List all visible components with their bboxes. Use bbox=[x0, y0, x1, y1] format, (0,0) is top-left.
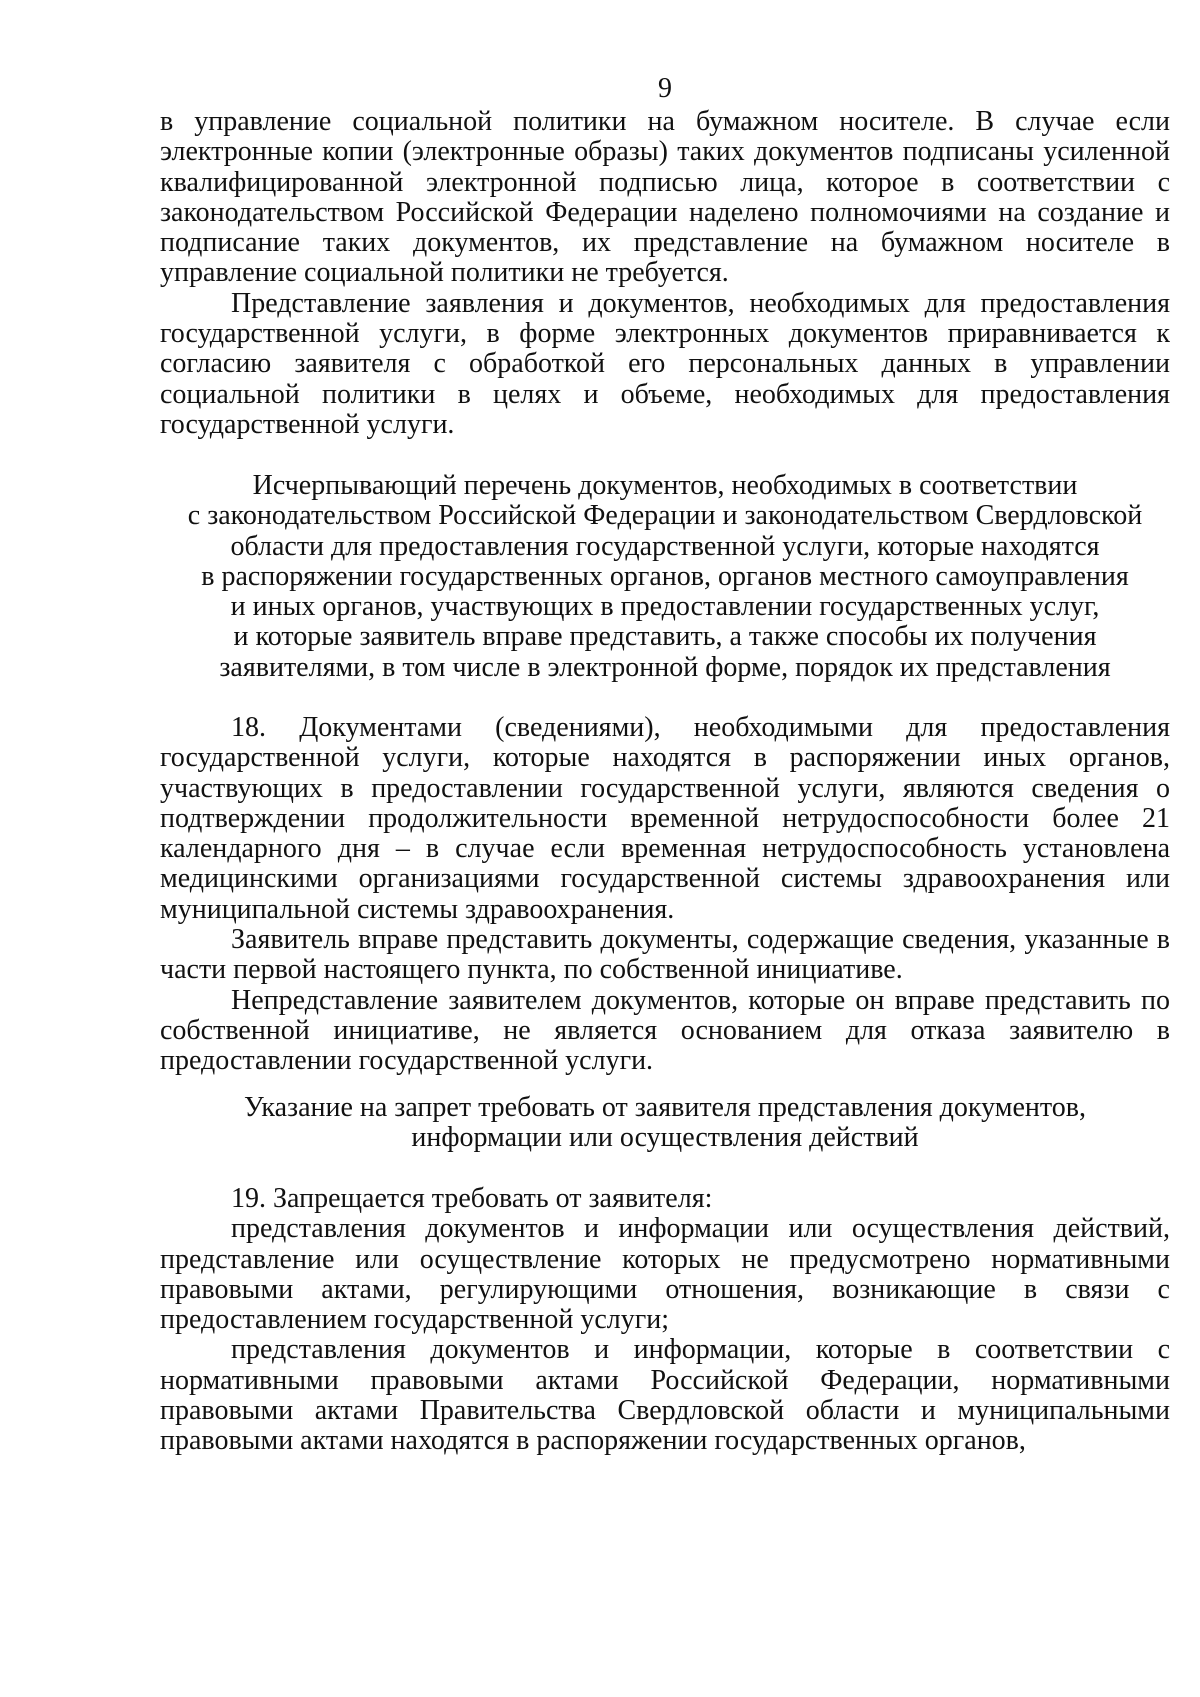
heading-line: области для предоставления государственной услуги, которые находятся bbox=[230, 530, 1100, 562]
section-heading-prohibition bbox=[160, 1093, 1170, 1154]
section-heading-documents-list bbox=[160, 471, 1170, 683]
heading-line: с законодательством Российской Федерации и законодательством Свердловской bbox=[187, 500, 1143, 532]
paragraph-applicant-right: Заявитель вправе представить документы, содержащие сведения, указанные в части первой настоящего пункта, по собственной инициативе. bbox=[160, 924, 1170, 986]
paragraph-prohibition-1: представления документов и информации или осуществления действий, представление или осуществление которых не предусмотрено нормативными правовыми актами, регулирующими отношения, возникающие в связи с предоставлением государственной услуги; bbox=[160, 1213, 1170, 1336]
page-number: 9 bbox=[658, 73, 672, 104]
paragraph-non-submission: Непредставление заявителем документов, которые он вправе представить по собственной инициативе, не является основанием для отказа заявителю в предоставлении государственной услуги. bbox=[160, 984, 1170, 1077]
text-block-intro bbox=[160, 107, 1170, 440]
paragraph-item-18: 18. Документами (сведениями), необходимыми для предоставления государственной услуги, которые находятся в распоряжении иных органов, участвующих в предоставлении государственной услуги, являются сведения о подтверждении продолжительности временной нетрудоспособности более 21 календарного дня – в случае если временная нетрудоспособность установлена медицинскими организациями государственной системы здравоохранения или муниципальной системы здравоохранения. bbox=[160, 712, 1170, 925]
text-block-item-18 bbox=[160, 713, 1170, 1077]
paragraph-continuation: в управление социальной политики на бумажном носителе. В случае если электронные копии (электронные образы) таких документов подписаны усиленной квалифицированной электронной подписью лица, которое в соответствии с законодательством Российской Федерации наделено полномочиями на создание и подписание таких документов, их представление на бумажном носителе в управление социальной политики не требуется. bbox=[160, 106, 1170, 289]
paragraph-prohibition-2: представления документов и информации, которые в соответствии с нормативными правовыми актами Российской Федерации, нормативными правовыми актами Правительства Свердловской области и муниципальными правовыми актами находятся в распоряжении государственных органов, bbox=[160, 1334, 1170, 1457]
text-block-item-19 bbox=[160, 1184, 1170, 1457]
heading-line: и которые заявитель вправе представить, а также способы их получения bbox=[233, 621, 1097, 653]
heading-line: информации или осуществления действий bbox=[411, 1122, 919, 1154]
paragraph-item-19: 19. Запрещается требовать от заявителя: bbox=[231, 1183, 713, 1214]
heading-line: в распоряжении государственных органов, органов местного самоуправления bbox=[201, 560, 1129, 592]
paragraph-electronic-consent: Представление заявления и документов, необходимых для предоставления государственной услуги, в форме электронных документов приравнивается к согласию заявителя с обработкой его персональных данных в управлении социальной политики в целях и объеме, необходимых для предоставления государственной услуги. bbox=[160, 287, 1170, 440]
heading-line: Указание на запрет требовать от заявителя представления документов, bbox=[244, 1092, 1086, 1123]
heading-line: и иных органов, участвующих в предоставлении государственных услуг, bbox=[230, 591, 1100, 623]
heading-line: заявителями, в том числе в электронной форме, порядок их представления bbox=[219, 651, 1111, 683]
heading-line: Исчерпывающий перечень документов, необходимых в соответствии bbox=[252, 470, 1078, 501]
